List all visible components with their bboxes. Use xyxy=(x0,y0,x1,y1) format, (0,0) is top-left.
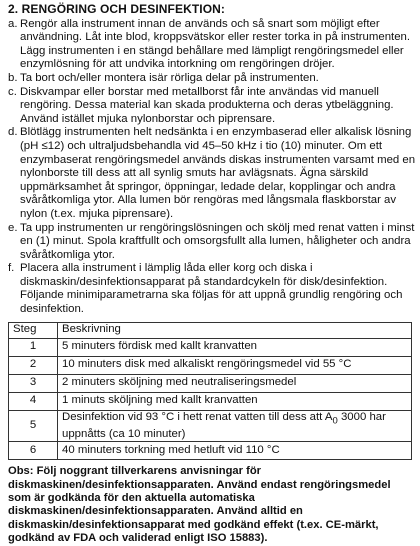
description-text-after-subscript: 3000 har uppnåtts (ca 10 minuter) xyxy=(62,410,386,440)
table-header-row xyxy=(9,322,412,338)
step-description: 10 minuters disk med alkaliskt rengöringsmedel vid 55 °C xyxy=(58,356,412,374)
step-label: f. xyxy=(8,262,15,275)
step-number: 4 xyxy=(9,392,58,410)
step-description xyxy=(58,410,412,441)
step-text: Placera alla instrument i lämplig låda eller korg och diska i diskmaskin/desinfektionsapparat på standardcykeln för disk/desinfektion. Följande minimiparametrarna ska följas för att uppnå grundlig rengöring och desinfektion. xyxy=(20,262,403,316)
wash-cycle-table xyxy=(8,322,412,460)
table-row xyxy=(9,442,412,460)
step-text: Rengör alla instrument innan de används och så snart som möjligt efter användning. Låt inte blod, kroppsvätskor eller rester torka in på instrumenten. Lägg instrumenten i en stängd behållare med lämpligt rengöringsmedel eller enzymlösning för att undvika intorkning om rengöringen dröjer. xyxy=(20,17,411,71)
step-number: 3 xyxy=(9,374,58,392)
subscript-zero: 0 xyxy=(332,414,338,426)
section-title: 2. RENGÖRING OCH DESINFEKTION: xyxy=(8,2,226,16)
step-label: c. xyxy=(8,85,17,98)
step-description: 5 minuters fördisk med kallt kranvatten xyxy=(58,338,412,356)
column-header-description: Beskrivning xyxy=(58,322,412,338)
table-row xyxy=(9,374,412,392)
step-number: 5 xyxy=(9,410,58,441)
step-text: Ta bort och/eller montera isär rörliga delar på instrumenten. xyxy=(20,71,319,84)
step-label: e. xyxy=(8,221,18,234)
step-d xyxy=(8,126,416,221)
step-number: 2 xyxy=(9,356,58,374)
step-text: Ta upp instrumenten ur rengöringslösningen och skölj med renat vatten i minst en (1) minut. Spola kraftfullt och omsorgsfullt alla lumen, håligheter och andra svåråtkomliga ytor. xyxy=(20,221,415,261)
step-label: d. xyxy=(8,126,18,139)
step-number: 1 xyxy=(9,338,58,356)
step-a xyxy=(8,18,416,72)
table-row xyxy=(9,356,412,374)
note-paragraph: Obs: Följ noggrant tillverkarens anvisningar för diskmaskinen/desinfektionsapparaten. Använd endast rengöringsmedel som är godkända för den aktuella automatiska diskmaskinen/desinfektionsapparaten. Använd alltid en diskmaskin/desinfektionsapparat med godkänd effekt (t.ex. CE-märkt, godkänd av FDA och validerad enligt ISO 15883). xyxy=(8,465,391,545)
step-text: Blötlägg instrumenten helt nedsänkta i en enzymbaserad eller alkalisk lösning (pH ≤12) och ultraljudsbehandla vid 45–50 kHz i tio (10) minuter. Om ett enzymbaserat rengöringsmedel används diskas instrumenten varsamt med en nylonborste till dess att all synlig smuts har avlägsnats. Ägna särskild uppmärksamhet åt springor, öppningar, ledade delar, kopplingar och andra svåråtkomliga ytor. Alla lumen bör rengöras med långsmala flaskborstar av nylon (t.ex. mjuka piprensare). xyxy=(20,126,416,220)
step-b xyxy=(8,72,416,86)
table-row xyxy=(9,392,412,410)
step-description: 40 minuters torkning med hetluft vid 110 °C xyxy=(58,442,412,460)
step-c xyxy=(8,86,416,127)
step-number: 6 xyxy=(9,442,58,460)
step-label: a. xyxy=(8,17,18,30)
table-row xyxy=(9,410,412,441)
step-description: 1 minuts sköljning med kallt kranvatten xyxy=(58,392,412,410)
step-label: b. xyxy=(8,71,18,84)
step-text: Diskvampar eller borstar med metallborst får inte användas vid manuell rengöring. Dessa material kan skada produkterna och deras ytbeläggning. Använd istället mjuka nylonborstar och piprensare. xyxy=(20,85,394,125)
description-text-before-subscript: Desinfektion vid 93 °C i hett renat vatten till dess att A xyxy=(62,410,333,423)
step-f xyxy=(8,262,416,316)
table-row xyxy=(9,338,412,356)
step-description: 2 minuters sköljning med neutraliseringsmedel xyxy=(58,374,412,392)
step-e xyxy=(8,222,416,263)
column-header-step: Steg xyxy=(9,322,58,338)
